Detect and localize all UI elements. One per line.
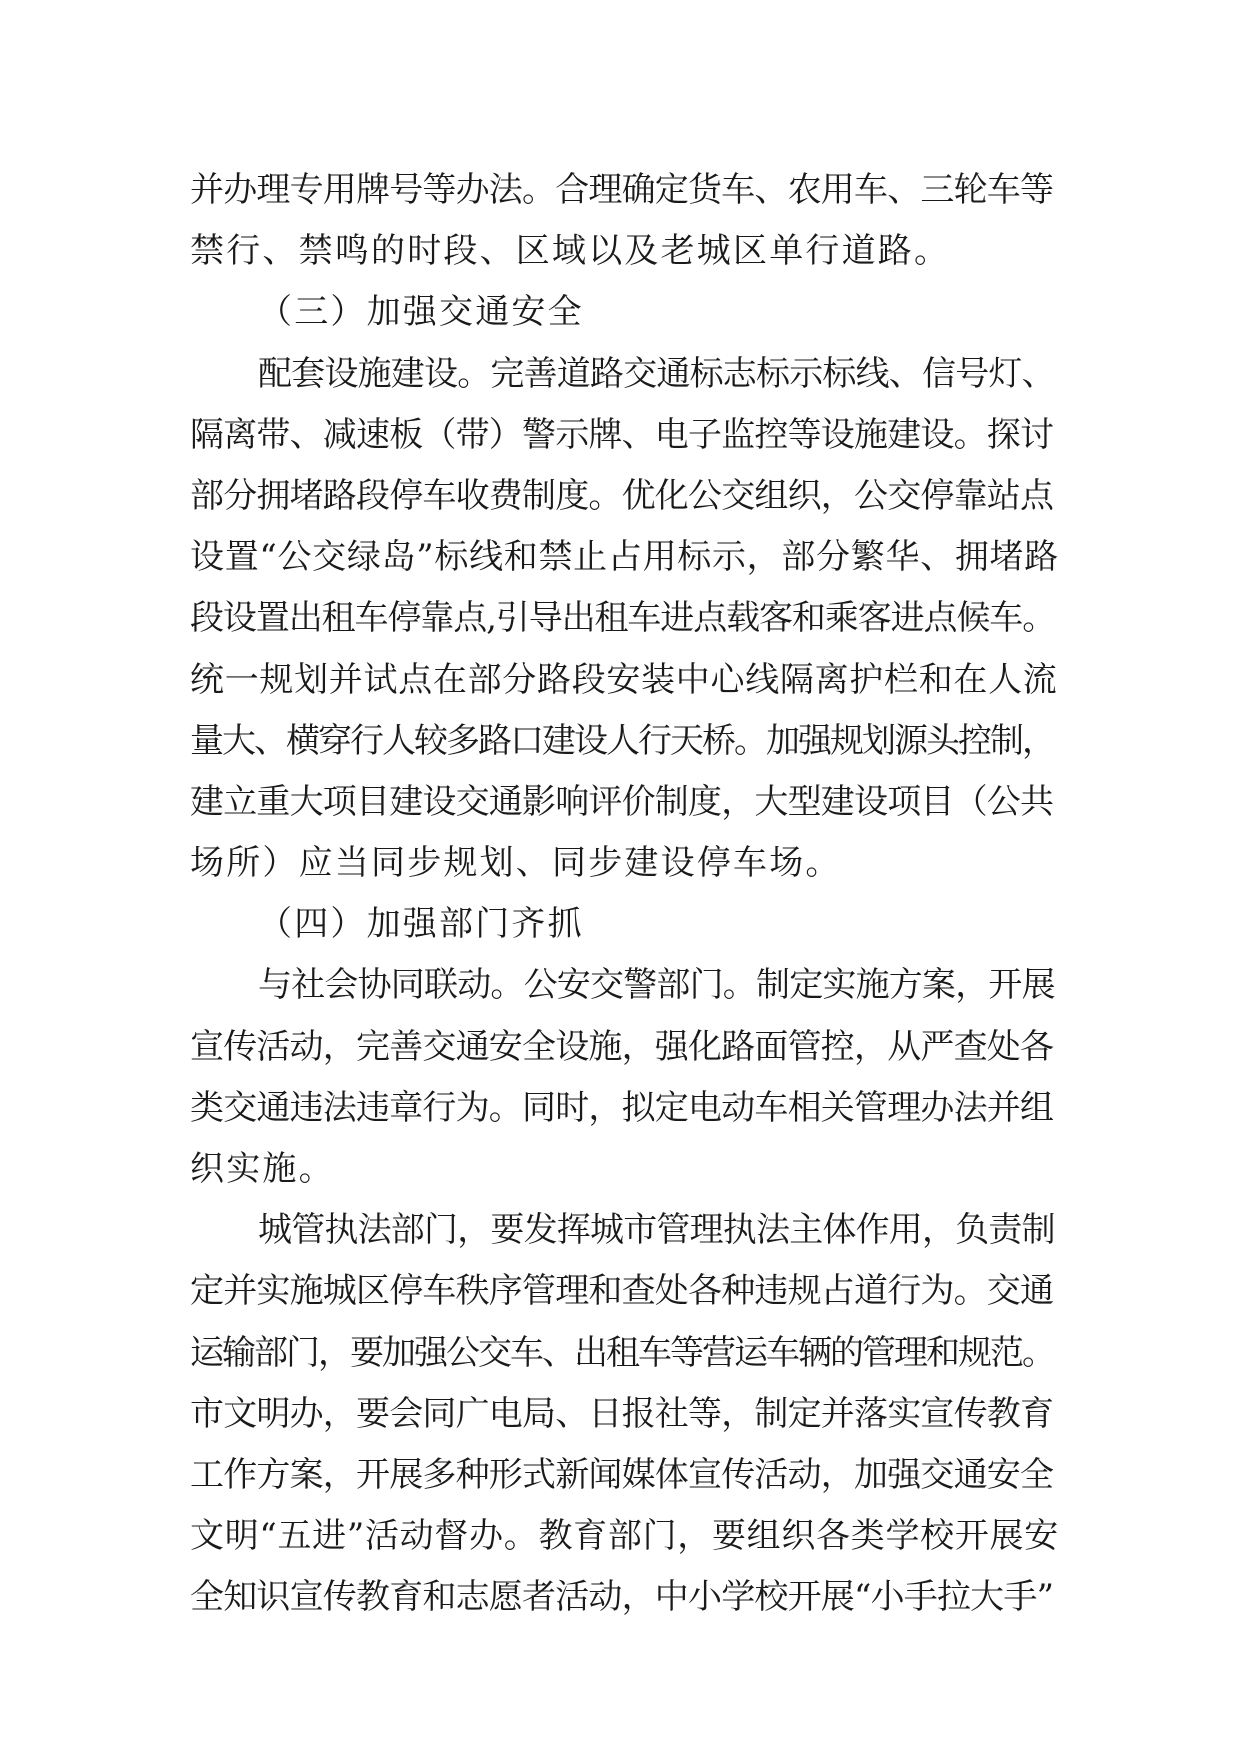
text-line: 场所）应当同步规划、同步建设停车场。	[190, 843, 842, 884]
text-line: 宣传活动，完善交通安全设施，强化路面管控，从严查处各	[190, 1026, 1054, 1067]
text-line: 运输部门，要加强公交车、出租车等营运车辆的管理和规范。	[190, 1332, 1054, 1373]
text-line: 设置“公交绿岛”标线和禁止占用标示，部分繁华、拥堵路	[190, 537, 1059, 578]
text-line: 类交通违法违章行为。同时，拟定电动车相关管理办法并组	[190, 1087, 1054, 1128]
text-line: 隔离带、减速板（带）警示牌、电子监控等设施建设。探讨	[190, 414, 1054, 455]
text-line: 并办理专用牌号等办法。合理确定货车、农用车、三轮车等	[190, 170, 1054, 210]
text-line: 禁行、禁鸣的时段、区域以及老城区单行道路。	[190, 231, 951, 272]
section-heading: （三）加强交通安全	[258, 292, 584, 333]
text-line: 段设置出租车停靠点,引导出租车进点载客和乘客进点候车。	[190, 598, 1056, 639]
text-line: 市文明办，要会同广电局、日报社等，制定并落实宣传教育	[190, 1393, 1054, 1434]
text-line: 与社会协同联动。公安交警部门。制定实施方案，开展	[258, 965, 1055, 1006]
text-line: 织实施。	[190, 1149, 335, 1189]
text-line: 定并实施城区停车秩序管理和查处各种违规占道行为。交通	[190, 1271, 1054, 1312]
text-line: 工作方案，开展多种形式新闻媒体宣传活动，加强交通安全	[190, 1454, 1054, 1495]
text-line: 城管执法部门，要发挥城市管理执法主体作用，负责制	[258, 1210, 1055, 1251]
text-line: 文明“五进”活动督办。教育部门，要组织各类学校开展安	[190, 1516, 1059, 1557]
text-line: 量大、横穿行人较多路口建设人行天桥。加强规划源头控制，	[190, 720, 1054, 761]
text-line: 全知识宣传教育和志愿者活动，中小学校开展“小手拉大手”	[190, 1577, 1054, 1618]
text-line: 统一规划并试点在部分路段安装中心线隔离护栏和在人流	[190, 659, 1058, 700]
section-heading: （四）加强部门齐抓	[258, 904, 584, 945]
document-body	[190, 160, 1060, 1629]
text-line: 建立重大项目建设交通影响评价制度，大型建设项目（公共	[190, 781, 1054, 822]
text-line: 配套设施建设。完善道路交通标志标示标线、信号灯、	[258, 353, 1055, 394]
text-line: 部分拥堵路段停车收费制度。优化公交组织，公交停靠站点	[190, 475, 1054, 516]
